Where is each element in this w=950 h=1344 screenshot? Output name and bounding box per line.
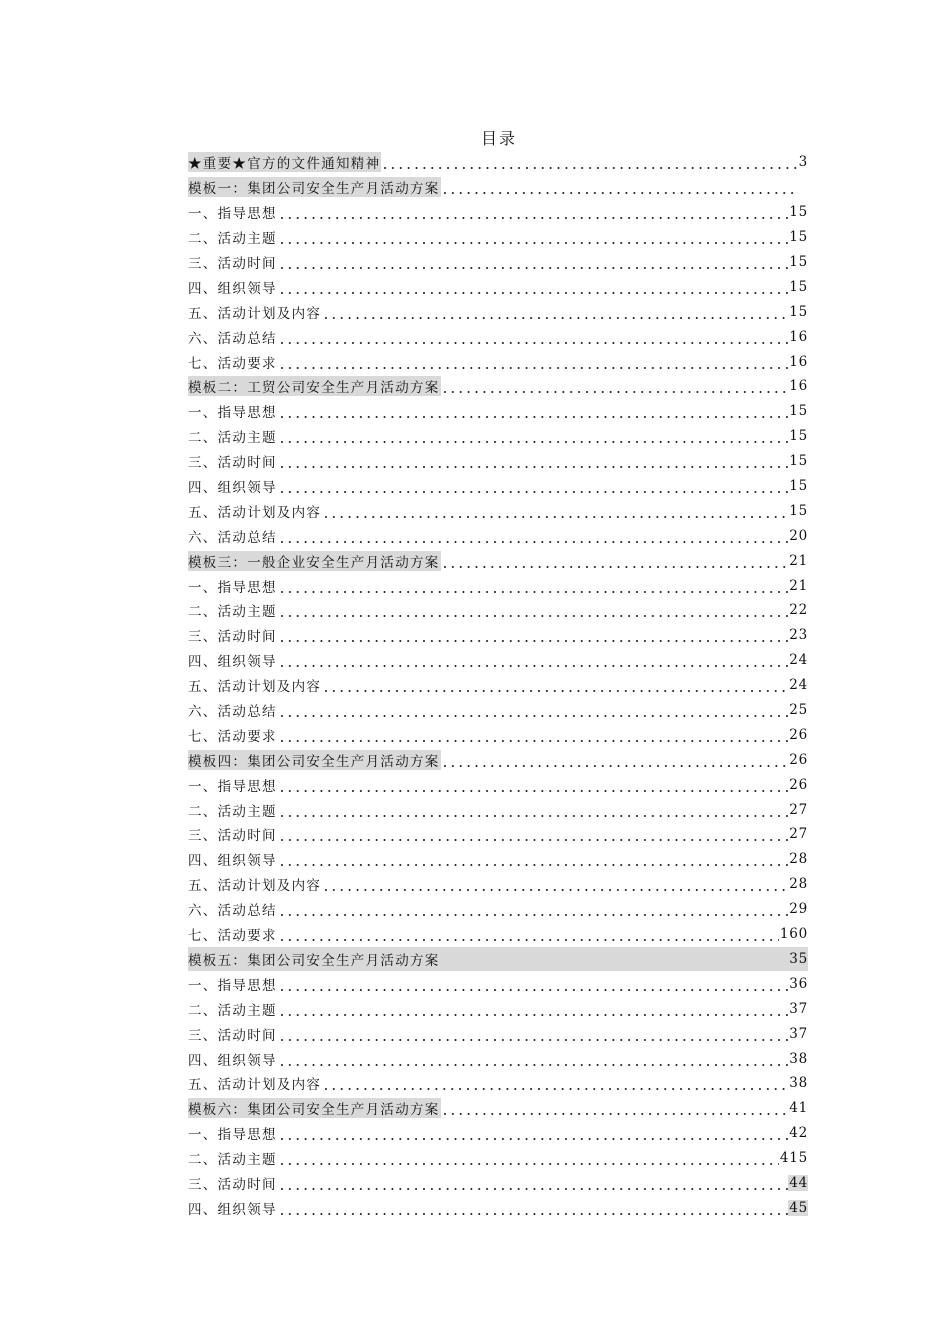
toc-entry-label: 一、指导思想 — [188, 405, 277, 422]
toc-dot-leader — [322, 878, 788, 892]
toc-dot-leader — [278, 256, 788, 270]
toc-entry-page: 15 — [789, 229, 808, 246]
toc-entry-label: 六、活动总结 — [188, 529, 277, 546]
toc-entry-page: 15 — [789, 254, 808, 270]
toc-entry-label: 四、组织领导 — [188, 654, 277, 671]
toc-entry[interactable] — [188, 722, 808, 747]
toc-entry-label: 模板三：一般企业安全生产月活动方案 — [188, 551, 441, 571]
toc-entry[interactable] — [188, 1171, 808, 1196]
toc-entry-label: 七、活动要求 — [188, 728, 277, 745]
toc-entry-page: 22 — [789, 602, 808, 619]
toc-entry[interactable] — [188, 1195, 808, 1220]
toc-entry-label: 五、活动计划及内容 — [188, 679, 322, 696]
toc-entry[interactable] — [188, 299, 808, 324]
toc-entry-label: 模板一：集团公司安全生产月活动方案 — [188, 177, 441, 197]
toc-entry[interactable] — [188, 648, 808, 673]
toc-dot-leader — [278, 1053, 788, 1067]
toc-dot-leader — [278, 356, 788, 370]
toc-entry[interactable] — [188, 424, 808, 449]
toc-dot-leader — [278, 903, 788, 917]
toc-entry-label: 一、指导思想 — [188, 778, 277, 795]
toc-entry[interactable] — [188, 922, 808, 947]
toc-entry-page: 42 — [789, 1125, 808, 1142]
toc-entry-page: 26 — [789, 776, 808, 793]
toc-dot-leader — [278, 1003, 788, 1017]
toc-entry[interactable] — [188, 1146, 808, 1171]
toc-entry[interactable] — [188, 250, 808, 275]
toc-entry-page: 29 — [789, 901, 808, 918]
toc-entry[interactable] — [188, 498, 808, 523]
toc-entry-label: 三、活动时间 — [188, 1027, 277, 1044]
toc-dot-leader — [278, 654, 788, 668]
toc-entry-page: 41 — [789, 1100, 808, 1117]
toc-entry[interactable] — [188, 1096, 808, 1121]
toc-entry-label: 一、指导思想 — [188, 1127, 277, 1144]
toc-entry-page: 15 — [789, 478, 808, 495]
toc-dot-leader — [278, 928, 779, 942]
toc-entry[interactable] — [188, 573, 808, 598]
toc-entry-label: 五、活动计划及内容 — [188, 878, 322, 895]
toc-entry-page: 28 — [789, 851, 808, 868]
toc-entry-page: 26 — [789, 751, 808, 768]
toc-entry[interactable] — [188, 150, 808, 175]
toc-entry-label: 五、活动计划及内容 — [188, 305, 322, 322]
toc-entry-label: 三、活动时间 — [188, 455, 277, 472]
toc-entry-page: 20 — [789, 527, 808, 544]
toc-dot-leader — [278, 405, 788, 419]
toc-dot-leader — [278, 629, 788, 643]
toc-entry-page: 38 — [789, 1050, 808, 1067]
toc-dot-leader — [278, 978, 788, 992]
toc-entry-label: 六、活动总结 — [188, 704, 277, 721]
toc-dot-leader — [278, 480, 788, 494]
toc-entry-page: 21 — [789, 577, 808, 594]
toc-entry-label: 四、组织领导 — [188, 280, 277, 297]
toc-entry[interactable] — [188, 996, 808, 1021]
toc-entry-label: 五、活动计划及内容 — [188, 504, 322, 521]
toc-dot-leader — [278, 430, 788, 444]
toc-entry-label: 三、活动时间 — [188, 828, 277, 845]
toc-entry-page: 3 — [798, 154, 808, 171]
toc-dot-leader — [278, 828, 788, 842]
toc-entry-page: 21 — [789, 552, 808, 569]
toc-entry[interactable] — [188, 274, 808, 299]
toc-dot-leader — [441, 555, 789, 569]
toc-dot-leader — [381, 156, 797, 170]
toc-dot-leader — [278, 331, 788, 345]
toc-entry-page: 24 — [789, 652, 808, 669]
toc-entry-label: 一、指导思想 — [188, 977, 277, 994]
toc-dot-leader — [322, 306, 788, 320]
toc-entry[interactable] — [188, 872, 808, 897]
toc-entry-label: ★重要★官方的文件通知精神 — [188, 152, 381, 172]
toc-entry-label: 二、活动主题 — [188, 803, 277, 820]
toc-entry[interactable] — [188, 399, 808, 424]
toc-entry-page: 25 — [789, 702, 808, 719]
toc-entry-page: 37 — [789, 1000, 808, 1017]
toc-entry-label: 五、活动计划及内容 — [188, 1077, 322, 1094]
toc-entry[interactable] — [188, 673, 808, 698]
toc-entry[interactable] — [188, 225, 808, 250]
toc-entry-label: 四、组织领导 — [188, 853, 277, 870]
toc-entry-label: 六、活动总结 — [188, 330, 277, 347]
toc-entry-label: 模板二：工贸公司安全生产月活动方案 — [188, 376, 441, 396]
toc-entry[interactable] — [188, 200, 808, 225]
toc-entry-page: 24 — [789, 677, 808, 694]
toc-entry-page: 35 — [789, 950, 808, 967]
toc-dot-leader — [278, 206, 788, 220]
toc-dot-leader — [441, 953, 789, 967]
toc-entry-page: 16 — [789, 328, 808, 345]
toc-dot-leader — [278, 530, 788, 544]
toc-entry-label: 四、组织领导 — [188, 480, 277, 497]
toc-entry[interactable] — [188, 698, 808, 723]
toc-dot-leader — [278, 604, 788, 618]
toc-entry-page: 37 — [789, 1025, 808, 1042]
toc-dot-leader — [322, 1077, 788, 1091]
toc-dot-leader — [441, 181, 799, 195]
toc-entry[interactable] — [188, 1046, 808, 1071]
toc-entry-page: 45 — [789, 1199, 808, 1216]
toc-entry[interactable] — [188, 374, 808, 399]
toc-dot-leader — [278, 729, 788, 743]
toc-entry-page: 16 — [789, 353, 808, 370]
toc-entry-page: 26 — [789, 726, 808, 743]
toc-entry-label: 模板六：集团公司安全生产月活动方案 — [188, 1098, 441, 1118]
toc-dot-leader — [278, 1202, 788, 1216]
toc-dot-leader — [278, 580, 788, 594]
toc-entry-label: 一、指导思想 — [188, 206, 277, 223]
toc-entry[interactable] — [188, 175, 808, 200]
toc-entry-label: 四、组织领导 — [188, 1052, 277, 1069]
toc-entry-label: 七、活动要求 — [188, 355, 277, 372]
toc-entry-page: 15 — [789, 278, 808, 295]
toc-entry-label: 一、指导思想 — [188, 579, 277, 596]
toc-dot-leader — [278, 779, 788, 793]
toc-dot-leader — [441, 1102, 789, 1116]
toc-entry-label: 七、活动要求 — [188, 928, 277, 945]
toc-entry[interactable] — [188, 822, 808, 847]
toc-dot-leader — [441, 754, 789, 768]
toc-entry-page: 15 — [789, 303, 808, 320]
toc-entry-label: 二、活动主题 — [188, 1002, 277, 1019]
toc-entry[interactable] — [188, 897, 808, 922]
toc-dot-leader — [278, 1152, 779, 1166]
toc-entry-page: 38 — [789, 1075, 808, 1092]
toc-entry-page: 15 — [789, 428, 808, 445]
toc-dot-leader — [322, 679, 788, 693]
toc-dot-leader — [278, 281, 788, 295]
toc-entry[interactable] — [188, 847, 808, 872]
toc-entry-page: 15 — [789, 204, 808, 221]
toc-entry[interactable] — [188, 548, 808, 573]
toc-entry-label: 三、活动时间 — [188, 256, 277, 272]
toc-entry[interactable] — [188, 449, 808, 474]
toc-dot-leader — [322, 505, 788, 519]
toc-entry-label: 三、活动时间 — [188, 1176, 277, 1193]
toc-entry-page: 160 — [779, 926, 808, 943]
toc-entry[interactable] — [188, 947, 808, 972]
toc-entry-label: 二、活动主题 — [188, 1152, 277, 1169]
toc-entry-label: 三、活动时间 — [188, 629, 277, 646]
toc-dot-leader — [278, 853, 788, 867]
toc-entry[interactable] — [188, 971, 808, 996]
toc-dot-leader — [278, 231, 788, 245]
toc-entry-page: 15 — [789, 502, 808, 519]
toc-dot-leader — [441, 380, 789, 394]
toc-entry-page: 44 — [789, 1174, 808, 1191]
toc-dot-leader — [278, 704, 788, 718]
toc-entry-page: 36 — [789, 975, 808, 992]
toc-entry-label: 模板五：集团公司安全生产月活动方案 — [188, 952, 440, 969]
toc-entry-label: 二、活动主题 — [188, 604, 277, 621]
toc-entry[interactable] — [188, 1121, 808, 1146]
toc-title: 目录 — [480, 129, 517, 148]
toc-entry[interactable] — [188, 1071, 808, 1096]
toc-entry[interactable] — [188, 598, 808, 623]
toc-dot-leader — [278, 1028, 788, 1042]
toc-entry[interactable] — [188, 772, 808, 797]
toc-entry-label: 四、组织领导 — [188, 1201, 277, 1218]
toc-dot-leader — [278, 455, 788, 469]
toc-entry-label: 模板四：集团公司安全生产月活动方案 — [188, 750, 441, 770]
toc-dot-leader — [278, 1127, 788, 1141]
toc-entry[interactable] — [188, 349, 808, 374]
toc-entry-page: 415 — [779, 1150, 808, 1167]
toc-entry-label: 二、活动主题 — [188, 430, 277, 447]
toc-entry[interactable] — [188, 797, 808, 822]
toc-entry[interactable] — [188, 523, 808, 548]
toc-entry-page: 28 — [789, 876, 808, 893]
toc-entry-page: 23 — [789, 627, 808, 644]
toc-entry-page: 16 — [789, 378, 808, 395]
toc-dot-leader — [278, 1177, 788, 1191]
toc-entry[interactable] — [188, 747, 808, 772]
toc-entry-page: 27 — [789, 801, 808, 818]
toc-entry-label: 六、活动总结 — [188, 903, 277, 920]
table-of-contents — [188, 150, 808, 1220]
toc-entry-page: 27 — [789, 826, 808, 843]
toc-dot-leader — [278, 804, 788, 818]
toc-entry-page: 15 — [789, 453, 808, 470]
toc-entry-label: 二、活动主题 — [188, 231, 277, 248]
toc-entry[interactable] — [188, 474, 808, 499]
toc-entry-page: 15 — [789, 403, 808, 420]
toc-entry[interactable] — [188, 324, 808, 349]
toc-entry[interactable] — [188, 1021, 808, 1046]
toc-entry[interactable] — [188, 623, 808, 648]
